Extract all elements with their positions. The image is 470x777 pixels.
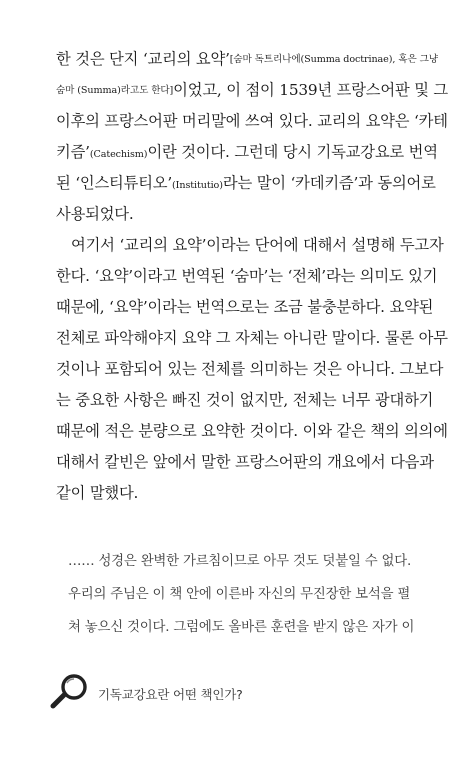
text-segment: 이후의 프랑스어판 머리말에 쓰여 있다. 교리의 요약은 ‘카테 [56, 112, 448, 130]
paragraph2-line [56, 230, 444, 261]
text-segment: 사용되었다. [56, 205, 134, 223]
text-line-3 [56, 106, 448, 137]
paragraph2-line [56, 261, 438, 292]
quote-line [68, 545, 424, 578]
main-text [56, 44, 449, 509]
paragraph2-line [56, 447, 434, 478]
text-segment: 여기서 ‘교리의 요약’이라는 단어에 대해서 설명해 두고자 [71, 236, 444, 254]
text-segment: 한다. ‘요약’이라고 번역된 ‘숨마’는 ‘전체’라는 의미도 있기 [56, 267, 438, 285]
small-annotation: (Catechism) [89, 149, 148, 160]
text-segment: 이란 것이다. 그런데 당시 기독교강요로 번역 [147, 143, 438, 161]
text-segment: 대해서 칼빈은 앞에서 말한 프랑스어판의 개요에서 다음과 [56, 453, 434, 471]
text-segment: 라는 말이 ‘카데키즘’과 동의어로 [222, 174, 436, 192]
text-line-6 [56, 199, 434, 230]
text-segment: 키즘’ [56, 143, 90, 161]
text-line-5 [56, 168, 434, 199]
text-segment: 한 것은 단지 ‘교리의 요약’ [56, 50, 230, 68]
quote-text: …… 성경은 완벽한 가르침이므로 아무 것도 덧붙일 수 없다. [68, 554, 412, 569]
text-segment: 된 ‘인스티튜티오’ [56, 174, 173, 192]
magnifying-glass-icon [50, 673, 90, 709]
text-segment: 는 중요한 사항은 빠진 것이 없지만, 전체는 너무 광대하기 [56, 391, 434, 409]
quote-text: 우리의 주님은 이 책 안에 이른바 자신의 무진장한 보석을 펼 [68, 587, 411, 602]
paragraph2-line [56, 354, 444, 385]
block-quote [68, 545, 424, 644]
quote-text: 쳐 놓으신 것이다. 그럼에도 올바른 훈련을 받지 않은 자가 이 [68, 620, 415, 635]
paragraph2-line [56, 385, 434, 416]
paragraph2-line [56, 292, 434, 323]
text-segment: 같이 말했다. [56, 484, 139, 502]
quote-line [68, 578, 424, 611]
text-segment: 때문에 적은 분량으로 요약한 것이다. 이와 같은 책의 의의에 [56, 422, 448, 440]
quote-line [68, 611, 424, 644]
text-segment: 전체로 파악해야지 요약 그 자체는 아니란 말이다. 물론 아무 [56, 329, 448, 347]
paragraph2-line [56, 323, 448, 354]
text-segment: 것이나 포함되어 있는 전체를 의미하는 것은 아니다. 그보다 [56, 360, 444, 378]
small-annotation: 숨마 (Summa)라고도 한다] [56, 85, 174, 96]
text-line-4 [56, 137, 438, 168]
small-annotation: [숨마 독트리나에(Summa doctrinae), 혹은 그냥 [229, 54, 438, 65]
small-annotation: (Institutio) [172, 180, 223, 191]
text-segment: 이었고, 이 점이 1539년 프랑스어판 및 그 [173, 81, 449, 99]
text-line-1 [56, 44, 438, 75]
paragraph2-line [56, 478, 434, 509]
text-segment: 때문에, ‘요약’이라는 번역으로는 조금 불충분하다. 요약된 [56, 298, 434, 316]
running-footer [50, 673, 243, 709]
footer-title: 기독교강요란 어떤 책인가? [98, 687, 243, 702]
text-line-2 [56, 75, 449, 106]
paragraph2-line [56, 416, 448, 447]
